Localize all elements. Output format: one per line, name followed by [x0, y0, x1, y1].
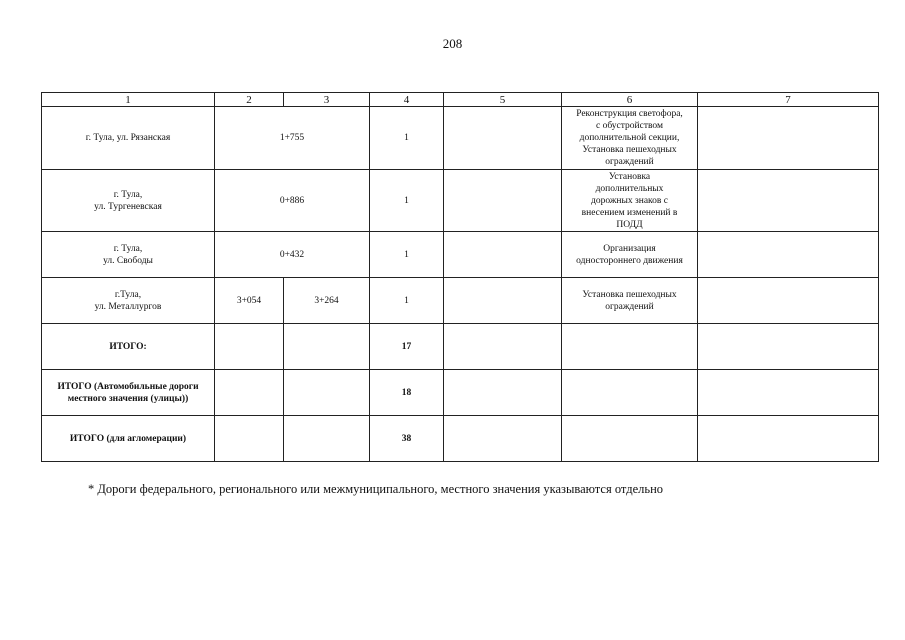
- total-row: [42, 370, 879, 416]
- measure-cell: Организация одностороннего движения: [562, 232, 698, 278]
- empty-cell: [444, 170, 562, 232]
- empty-cell: [444, 278, 562, 324]
- total-value: 17: [370, 324, 444, 370]
- measure-cell: Установка пешеходных ограждений: [562, 278, 698, 324]
- empty-cell: [215, 324, 284, 370]
- empty-cell: [444, 324, 562, 370]
- count-cell: 1: [370, 170, 444, 232]
- count-cell: 1: [370, 278, 444, 324]
- total-label: ИТОГО (для агломерации): [42, 416, 215, 462]
- table-row: [42, 107, 879, 170]
- location-cell: г. Тула, ул. Свободы: [42, 232, 215, 278]
- total-label: ИТОГО (Автомобильные дороги местного значения (улицы)): [42, 370, 215, 416]
- km-end-cell: 3+264: [284, 278, 370, 324]
- empty-cell: [562, 324, 698, 370]
- empty-cell: [444, 232, 562, 278]
- empty-cell: [562, 370, 698, 416]
- empty-cell: [284, 416, 370, 462]
- count-cell: 1: [370, 232, 444, 278]
- empty-cell: [444, 370, 562, 416]
- header-cell: 4: [370, 93, 444, 107]
- footnote: * Дороги федерального, регионального или межмуниципального, местного значения указываются отдельно: [88, 482, 664, 496]
- header-row: [42, 93, 879, 107]
- km-cell: 0+886: [215, 170, 370, 232]
- measure-cell: Реконструкция светофора, с обустройством дополнительной секции, Установка пешеходных ограждений: [562, 107, 698, 170]
- table-row: [42, 232, 879, 278]
- km-start-cell: 3+054: [215, 278, 284, 324]
- location-cell: г. Тула, ул. Рязанская: [42, 107, 215, 170]
- table-row: [42, 278, 879, 324]
- total-value: 18: [370, 370, 444, 416]
- page-number: 208: [442, 36, 463, 51]
- empty-cell: [215, 370, 284, 416]
- empty-cell: [215, 416, 284, 462]
- count-cell: 1: [370, 107, 444, 170]
- header-cell: 1: [42, 93, 215, 107]
- empty-cell: [698, 416, 879, 462]
- header-cell: 5: [444, 93, 562, 107]
- empty-cell: [698, 370, 879, 416]
- total-label: ИТОГО:: [42, 324, 215, 370]
- total-row: [42, 416, 879, 462]
- empty-cell: [284, 370, 370, 416]
- data-table: [41, 92, 879, 462]
- empty-cell: [698, 107, 879, 170]
- empty-cell: [698, 324, 879, 370]
- empty-cell: [284, 324, 370, 370]
- header-cell: 7: [698, 93, 879, 107]
- km-cell: 1+755: [215, 107, 370, 170]
- empty-cell: [562, 416, 698, 462]
- header-cell: 2: [215, 93, 284, 107]
- location-cell: г.Тула, ул. Металлургов: [42, 278, 215, 324]
- measure-cell: Установка дополнительных дорожных знаков с внесением изменений в ПОДД: [562, 170, 698, 232]
- empty-cell: [698, 232, 879, 278]
- empty-cell: [444, 416, 562, 462]
- km-cell: 0+432: [215, 232, 370, 278]
- empty-cell: [698, 170, 879, 232]
- table-row: [42, 170, 879, 232]
- header-cell: 6: [562, 93, 698, 107]
- empty-cell: [444, 107, 562, 170]
- location-cell: г. Тула, ул. Тургеневская: [42, 170, 215, 232]
- empty-cell: [698, 278, 879, 324]
- header-cell: 3: [284, 93, 370, 107]
- total-row: [42, 324, 879, 370]
- total-value: 38: [370, 416, 444, 462]
